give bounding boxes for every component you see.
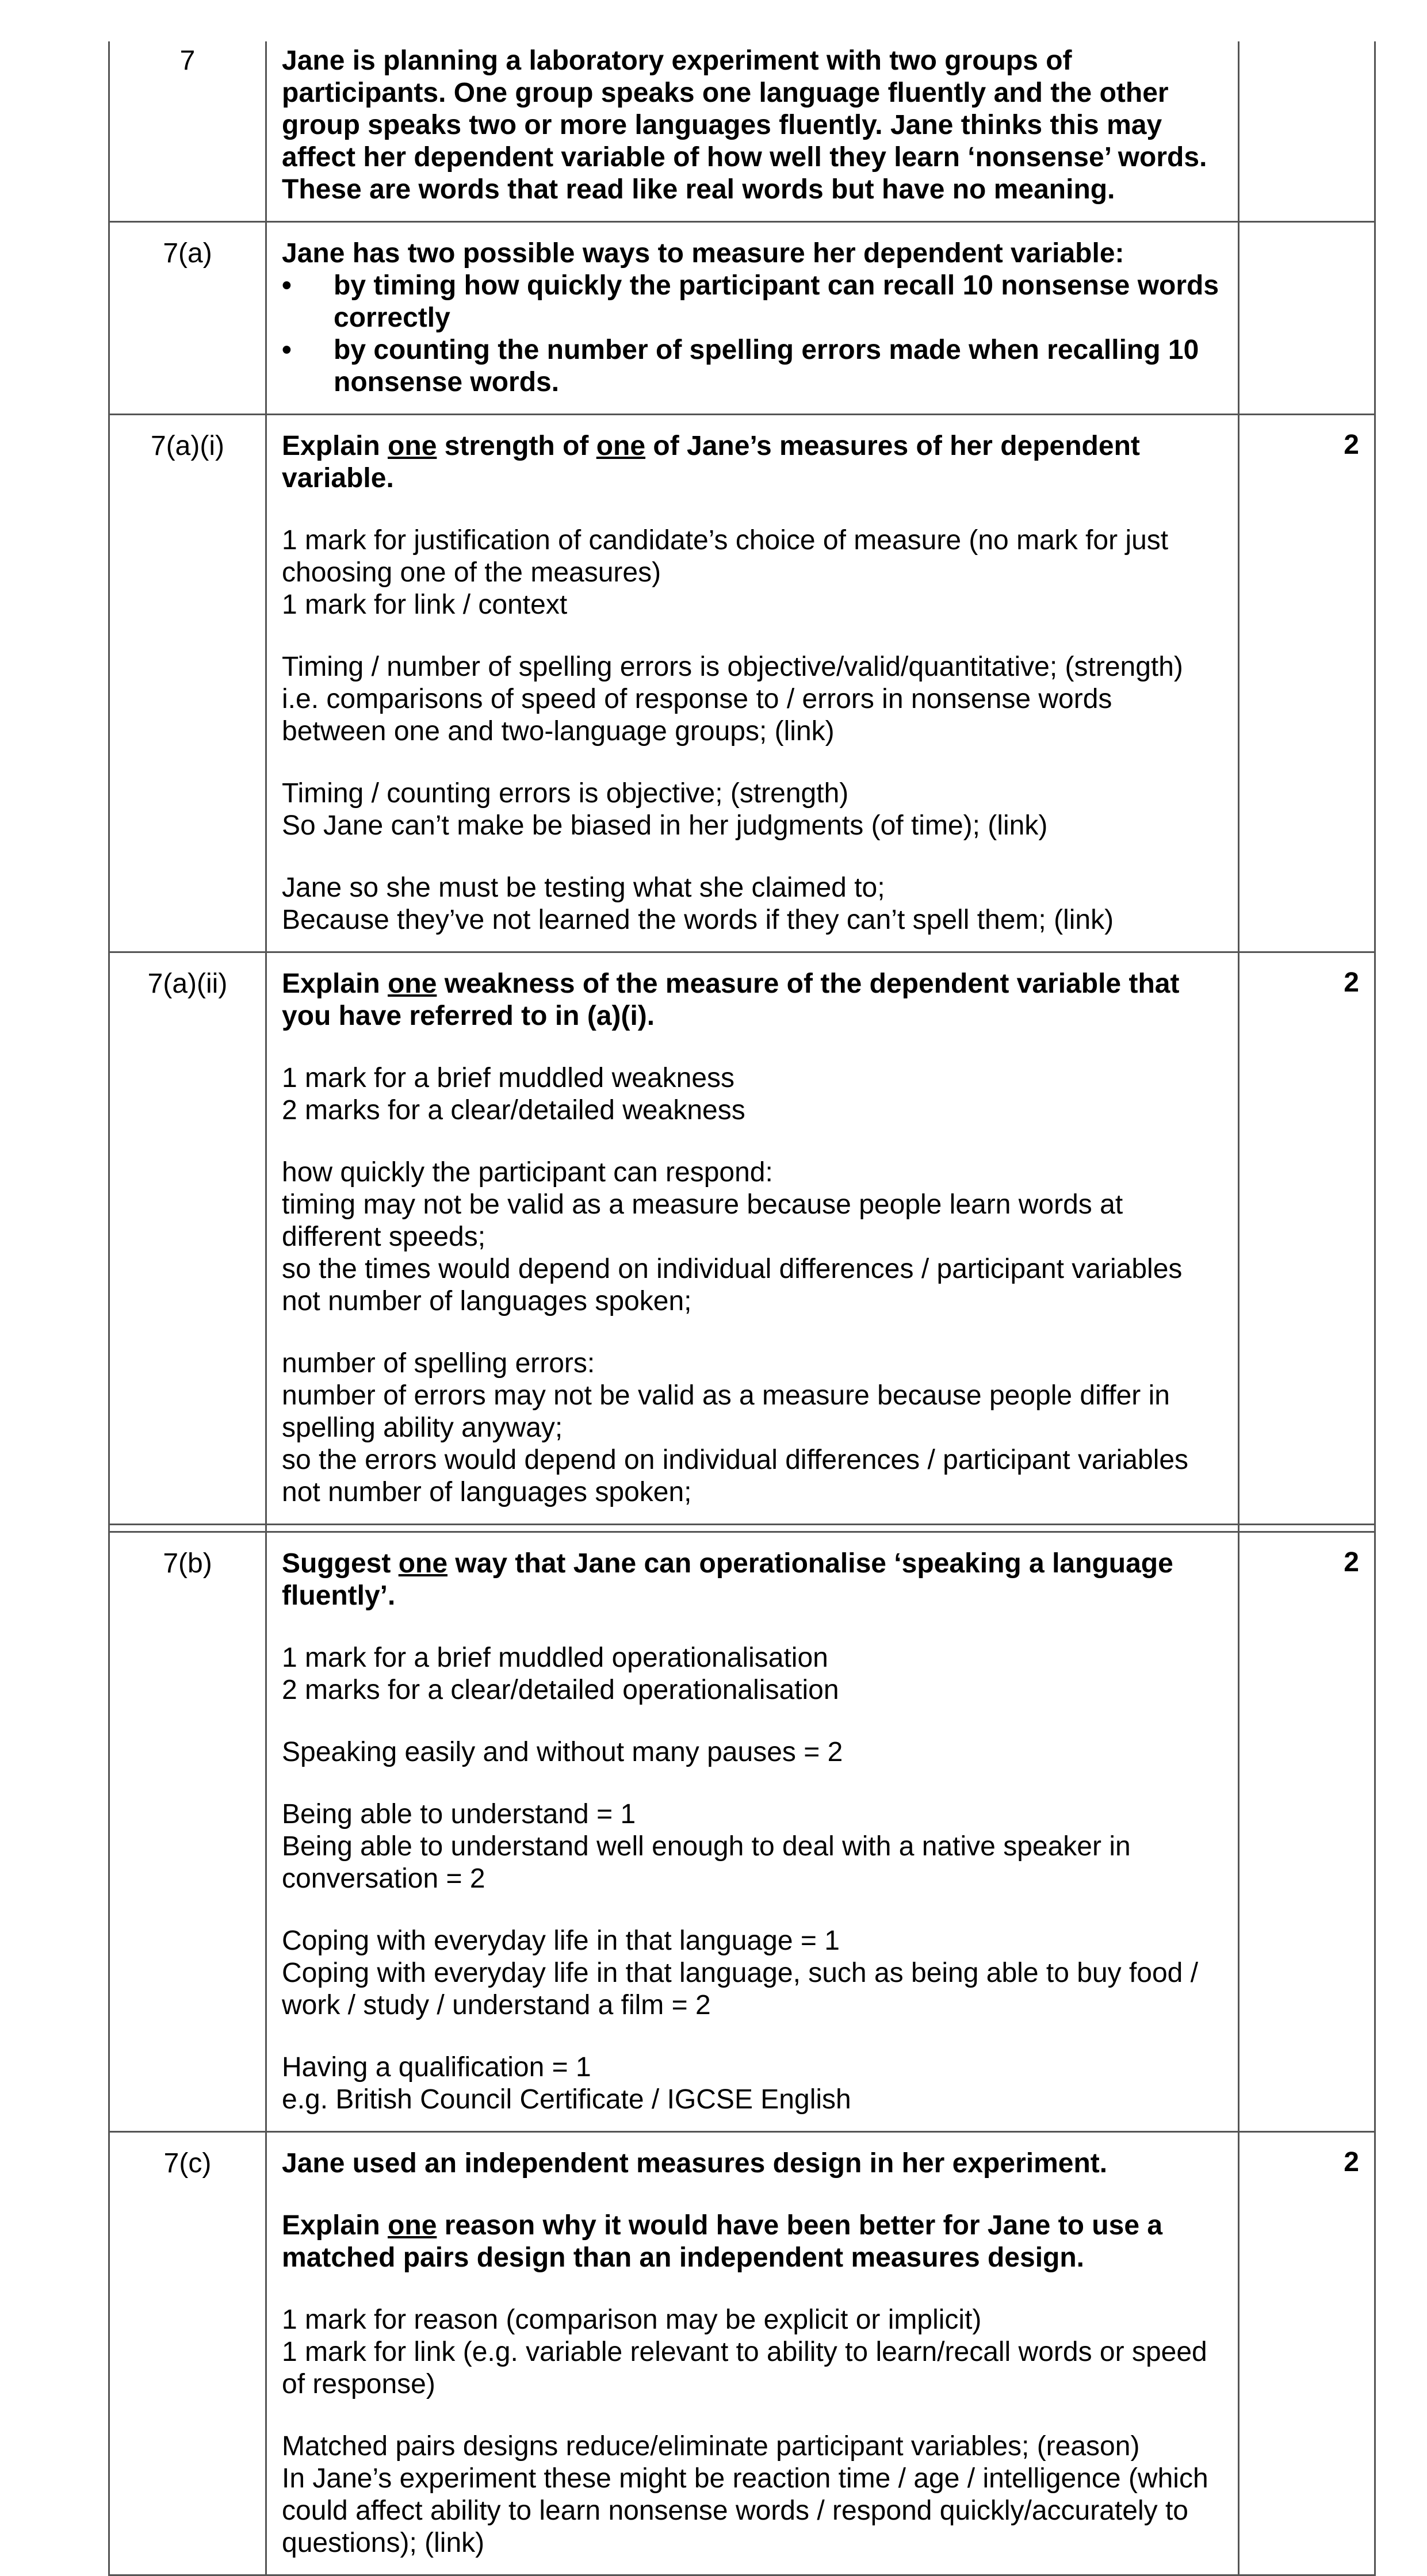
guidance-line: So Jane can’t make be biased in her judgments (of time); (link) [282, 810, 1048, 841]
mark-cell [1239, 222, 1375, 415]
guidance-block [282, 872, 1223, 936]
divider-cell [1239, 1525, 1375, 1532]
question-text [266, 2132, 1239, 2575]
guidance-line: Jane so she must be testing what she claimed to; [282, 872, 885, 903]
table-row [109, 952, 1375, 1525]
guidance-line: 1 mark for a brief muddled operationalisation [282, 1643, 828, 1673]
list-item: • by timing how quickly the participant can recall 10 nonsense words correctly [282, 270, 1223, 334]
question-stem: Jane is planning a laboratory experiment with two groups of participants. One group speaks one language fluently and the other group speaks two or more languages fluently. Jane thinks this may affect her dependent variable of how well they learn ‘nonsense’ words. These are words that read like real words but have no meaning. [282, 45, 1207, 205]
prompt-text: way that Jane can operationalise ‘speaking a language fluently’. [282, 1548, 1173, 1611]
prompt-text: Explain [282, 2210, 388, 2241]
guidance-block [282, 2051, 1223, 2116]
guidance-block [282, 651, 1223, 748]
guidance-line: so the times would depend on individual differences / participant variables not number of languages spoken; [282, 1254, 1183, 1316]
table-row [109, 222, 1375, 415]
question-number: 7(a)(ii) [109, 952, 266, 1525]
guidance-block [282, 2430, 1223, 2559]
mark-scheme-table [108, 41, 1376, 2576]
guidance-line: 1 mark for a brief muddled weakness [282, 1063, 735, 1093]
prompt-emphasis: one [388, 2210, 437, 2241]
question-prompt [282, 1548, 1223, 1612]
mark-cell [1239, 41, 1375, 222]
guidance-block [282, 778, 1223, 842]
prompt-text: Explain [282, 969, 388, 999]
mark-value: 2 [1239, 952, 1375, 1525]
question-number: 7(c) [109, 2132, 266, 2575]
guidance-line: so the errors would depend on individual differences / participant variables not number of languages spoken; [282, 1445, 1189, 1507]
guidance-line: number of spelling errors: [282, 1348, 595, 1379]
guidance-line: Being able to understand = 1 [282, 1799, 636, 1829]
guidance-block [282, 1925, 1223, 2022]
list-item: • by counting the number of spelling errors made when recalling 10 nonsense words. [282, 334, 1223, 399]
mark-value: 2 [1239, 2132, 1375, 2575]
question-stem: Jane has two possible ways to measure her dependent variable: [282, 238, 1124, 269]
guidance-block [282, 525, 1223, 621]
question-text [266, 222, 1239, 415]
divider-cell [109, 1525, 266, 1532]
guidance-block [282, 1798, 1223, 1895]
bullet-list [282, 270, 1223, 399]
table-row [109, 415, 1375, 952]
guidance-line: Coping with everyday life in that language, such as being able to buy food / work / study / understand a film = 2 [282, 1958, 1199, 2020]
guidance-line: Because they’ve not learned the words if they can’t spell them; (link) [282, 905, 1114, 935]
prompt-text: of Jane’s measures of her dependent variable. [282, 431, 1140, 493]
guidance-line: Speaking easily and without many pauses = 2 [282, 1737, 843, 1767]
guidance-block [282, 2304, 1223, 2401]
table-row [109, 2132, 1375, 2575]
prompt-emphasis: one [596, 431, 646, 461]
prompt-emphasis: one [388, 431, 437, 461]
question-number: 7(b) [109, 1532, 266, 2132]
guidance-line: 1 mark for reason (comparison may be explicit or implicit) [282, 2305, 982, 2335]
guidance-line: 1 mark for link (e.g. variable relevant to ability to learn/recall words or speed of response) [282, 2337, 1207, 2399]
question-text [266, 1532, 1239, 2132]
question-text [266, 415, 1239, 952]
guidance-block [282, 1157, 1223, 1318]
question-number: 7(a)(i) [109, 415, 266, 952]
guidance-line: Coping with everyday life in that language = 1 [282, 1926, 840, 1956]
guidance-block [282, 1736, 1223, 1769]
prompt-text: weakness of the measure of the dependent variable that you have referred to in (a)(i). [282, 969, 1180, 1031]
guidance-line: 2 marks for a clear/detailed operationalisation [282, 1675, 839, 1705]
divider-cell [266, 1525, 1239, 1532]
prompt-emphasis: one [388, 969, 437, 999]
guidance-line: Having a qualification = 1 [282, 2052, 591, 2083]
guidance-line: timing may not be valid as a measure because people learn words at different speeds; [282, 1189, 1123, 1252]
guidance-block [282, 1062, 1223, 1127]
table-row [109, 41, 1375, 222]
prompt-text: strength of [437, 431, 596, 461]
question-prompt [282, 2210, 1223, 2274]
guidance-line: number of errors may not be valid as a measure because people differ in spelling ability anyway; [282, 1380, 1170, 1443]
guidance-line: Being able to understand well enough to deal with a native speaker in conversation = 2 [282, 1831, 1131, 1894]
mark-value: 2 [1239, 415, 1375, 952]
prompt-text: reason why it would have been better for Jane to use a matched pairs design than an independent measures design. [282, 2210, 1163, 2273]
question-prompt [282, 430, 1223, 495]
prompt-text: Explain [282, 431, 388, 461]
question-number: 7 [109, 41, 266, 222]
question-prompt [282, 968, 1223, 1032]
prompt-emphasis: one [398, 1548, 448, 1579]
table-row [109, 1532, 1375, 2132]
guidance-line: 2 marks for a clear/detailed weakness [282, 1095, 745, 1126]
guidance-line: 1 mark for justification of candidate’s choice of measure (no mark for just choosing one of the measures) [282, 525, 1169, 588]
guidance-line: 1 mark for link / context [282, 590, 568, 620]
guidance-line: i.e. comparisons of speed of response to / errors in nonsense words between one and two-language groups; (link) [282, 684, 1112, 747]
question-text [266, 41, 1239, 222]
question-stem: Jane used an independent measures design in her experiment. [282, 2148, 1108, 2179]
guidance-line: Matched pairs designs reduce/eliminate participant variables; (reason) [282, 2431, 1140, 2462]
question-text [266, 952, 1239, 1525]
mark-value: 2 [1239, 1532, 1375, 2132]
prompt-text: Suggest [282, 1548, 399, 1579]
mark-scheme-page [108, 41, 1359, 2576]
table-divider [109, 1525, 1375, 1532]
guidance-line: Timing / counting errors is objective; (strength) [282, 778, 849, 809]
question-number: 7(a) [109, 222, 266, 415]
guidance-line: e.g. British Council Certificate / IGCSE English [282, 2084, 851, 2115]
guidance-line: In Jane’s experiment these might be reaction time / age / intelligence (which could affect ability to learn nonsense words / respond quickly/accurately to questions); (link) [282, 2463, 1208, 2558]
guidance-line: Timing / number of spelling errors is objective/valid/quantitative; (strength) [282, 652, 1183, 682]
guidance-line: how quickly the participant can respond: [282, 1157, 773, 1188]
guidance-block [282, 1348, 1223, 1509]
guidance-block [282, 1642, 1223, 1706]
